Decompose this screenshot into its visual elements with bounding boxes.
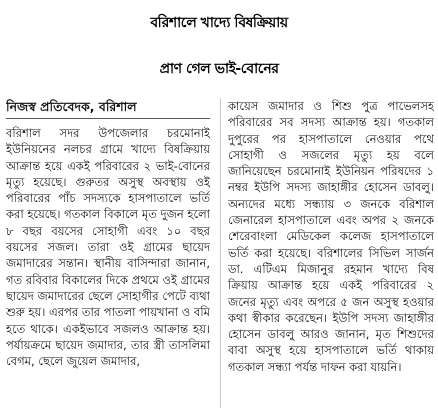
left-column-text: বরিশাল সদর উপজেলার চরমোনাই ইউনিয়নের নলচর গ্রামে খাদ্যে বিষক্রিয়ায় আক্রান্ত হয়ে একই পরিবারের ২ ভাই-বোনের মৃত্যু হয়েছে। গুরুতর অসুস্থ অবস্থায় ওই পরিবারের পাঁচ সদস্যকে হাসপাতালে ভর্তি করা হয়েছে। গতকাল বিকালে মৃত দুজন হলো ৮ বছর বয়সের সোহাগী এবং ১০ বছর বয়সের সজল। তারা ওই গ্রামের ছায়েদ জমাদারের সন্তান। স্থানীয় বাসিন্দারা জানান, গত রবিবার বিকালের দিকে প্রথমে ওই গ্রামের ছায়েদ জমাদারের ছেলে সোহাগীর পেটে ব্যথা শুরু হয়। এরপর তার পাতলা পায়খানা ও বমি হতে থাকে। একইভাবে সজলও আক্রান্ত হয়। পর্যায়ক্রমে ছায়েদ জমাদার, তার স্ত্রী তাসলিমা বেগম, ছেলে জুয়েল জমাদার, <box>6 126 210 369</box>
column-divider <box>220 98 221 408</box>
headline-line-2: প্রাণ গেল ভাই-বোনের <box>159 61 279 77</box>
headline-line-1: বরিশালে খাদ্যে বিষক্রিয়ায় <box>150 15 288 31</box>
right-column <box>228 98 434 408</box>
byline: নিজস্ব প্রতিবেদক, বরিশাল <box>6 98 210 119</box>
article-body <box>6 98 434 408</box>
right-column-text: কায়েস জমাদার ও শিশু পুত্র পাভেলসহ পরিবারের সব সদস্য আক্রান্ত হয়। গতকাল দুপুরের পর হাসপাতালে নেওয়ার পথে সোহাগী ও সজলের মৃত্যু হয় বলে জানিয়েছেন চরমোনাই ইউনিয়ন পরিষদের ১ নম্বর ইউপি সদস্য জাহাঙ্গীর হোসেন ডাবলু। অন্যদের মধ্যে সন্ধ্যায় ৩ জনকে বরিশাল জেনারেল হাসপাতালে এবং অপর ২ জনকে শেরেবাংলা মেডিকেল কলেজ হাসপাতালে ভর্তি করা হয়েছে। বরিশালের সিভিল সার্জন ডা. এটিএম মিজানুর রহমান খাদ্যে বিষ ক্রিয়ায় আক্রান্ত হয়ে একই পরিবারের ২ জনের মৃত্যু এবং অপরে ৫ জন অসুস্থ হওয়ার কথা স্বীকার করেছেন। ইউপি সদস্য জাহাঙ্গীর হোসেন ডাবলু আরও জানান, মৃত শিশুদের বাবা অসুস্থ হয়ে হাসপাতালে ভর্তি থাকায় গতকাল সন্ধ্যা পর্যন্ত দাফন করা যায়নি। <box>228 99 434 374</box>
left-column <box>6 98 210 408</box>
headline <box>0 0 438 92</box>
